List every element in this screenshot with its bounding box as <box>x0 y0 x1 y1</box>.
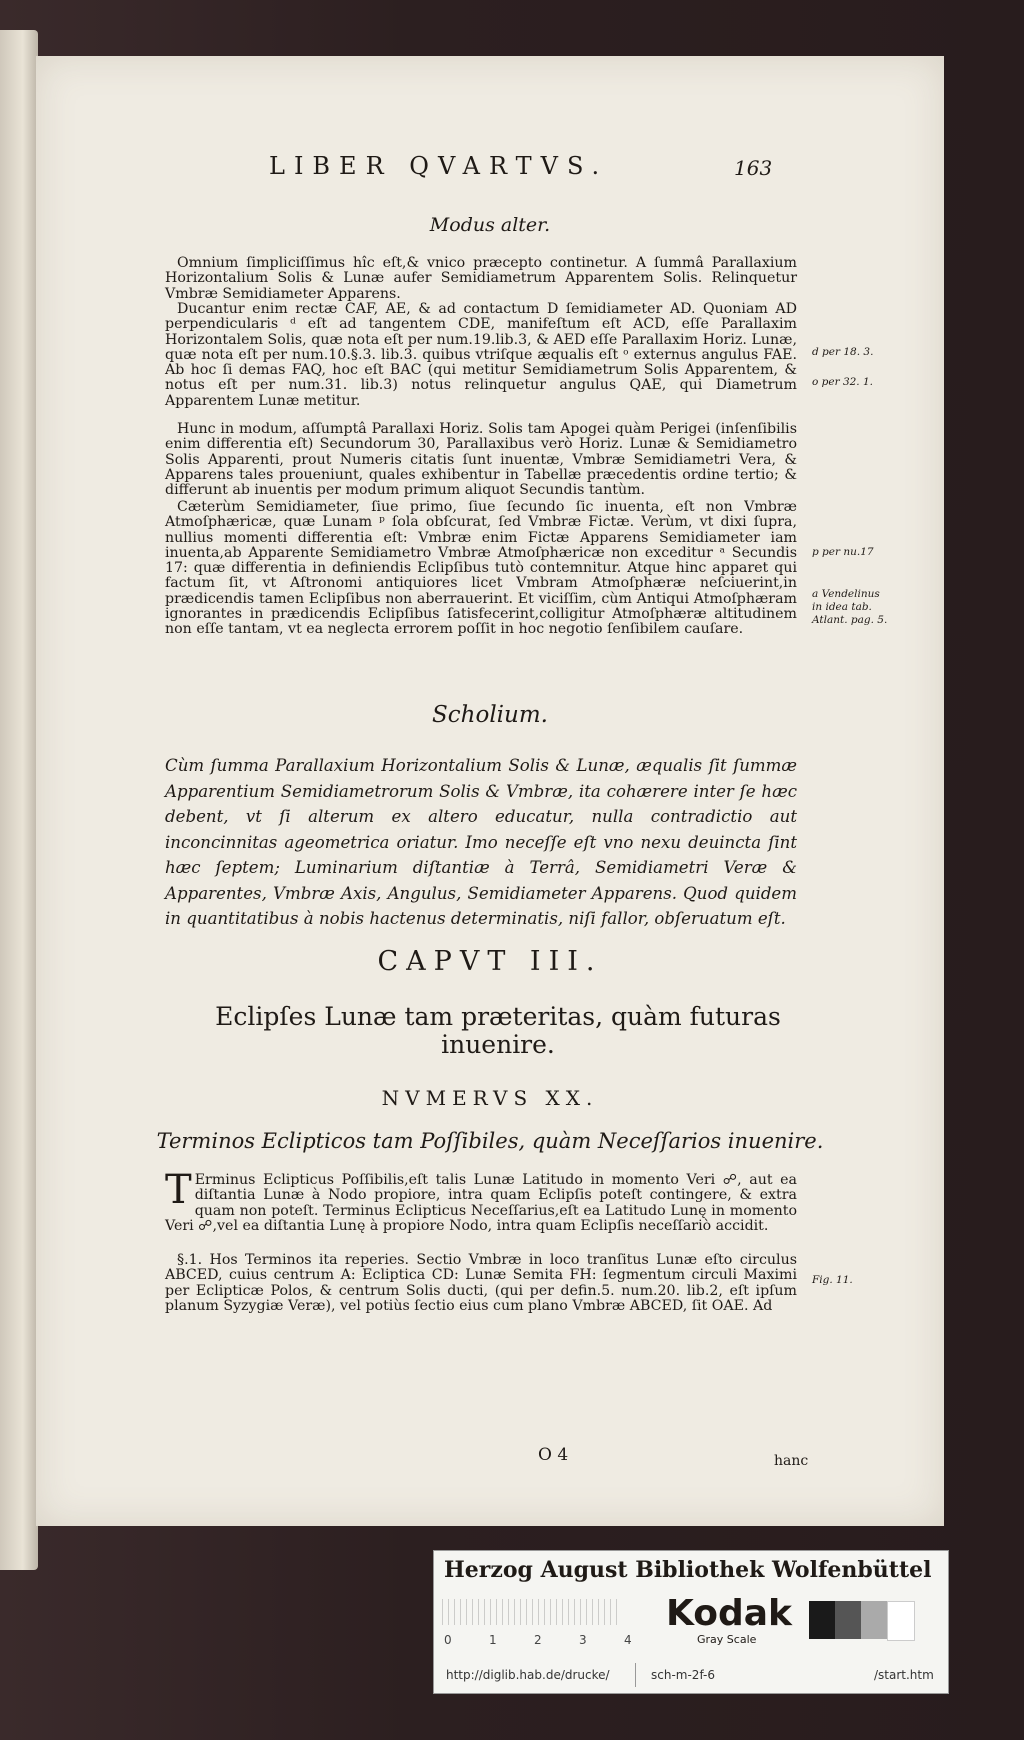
number-subtitle: Terminos Eclipticos tam Poſſibiles, quàm Neceſſarios inuenire. <box>156 1129 824 1153</box>
margin-note-p: p per nu.17 <box>812 546 874 558</box>
signature-mark: O 4 <box>538 1445 569 1465</box>
color-swatch <box>861 1601 887 1639</box>
library-name: Herzog August Bibliothek Wolfenbüttel <box>444 1557 932 1583</box>
left-page-edge <box>0 30 38 1570</box>
archive-label <box>433 1550 949 1694</box>
initial-letter: T <box>165 1167 192 1213</box>
shelfmark: sch-m-2f-6 <box>651 1668 715 1682</box>
paragraph <box>165 422 797 498</box>
scale-number: 2 <box>534 1633 542 1647</box>
catchword: hanc <box>774 1453 809 1469</box>
kodak-logo: Kodak <box>666 1593 792 1634</box>
paragraph <box>165 256 797 302</box>
gray-scale-label: Gray Scale <box>697 1633 757 1646</box>
color-swatch <box>835 1601 861 1639</box>
margin-note-o: o per 32. 1. <box>812 376 874 388</box>
page-number: 163 <box>734 156 773 180</box>
section-heading: Modus alter. <box>429 214 551 236</box>
paragraph-3: Hunc in modum, aſſumptâ Parallaxi Horiz. Solis tam Apogei quàm Perigei (inſenſibilis enim differentia eſt) Secundorum 30, Parallaxibus verò Horiz. Lunæ & Semidiametro Solis Apparenti, prout Numeris citatis ſunt inuentæ, Vmbræ Semidiametri Vera, & Apparens tales proueniunt, quales exhibentur in Tabellæ præcedentis ordine tertio; & differunt ab inuentis per modum primum aliquot Secundis tantùm. <box>165 421 797 499</box>
figure-note: Fig. 11. <box>812 1274 853 1286</box>
scale-number: 3 <box>579 1633 587 1647</box>
paragraph <box>165 302 797 409</box>
chapter-heading: CAPVT III. <box>377 946 603 977</box>
ruler-scale <box>442 1599 622 1625</box>
divider <box>635 1663 636 1687</box>
scale-number: 1 <box>489 1633 497 1647</box>
book-page <box>36 56 944 1526</box>
margin-note-d: d per 18. 3. <box>812 346 874 358</box>
color-swatch <box>809 1601 835 1639</box>
paragraph-1: Omnium ſimpliciſſimus hîc eſt,& vnico præcepto continetur. A ſummâ Parallaxium Horizontalium Solis & Lunæ aufer Semidiametrum Apparentem Solis. Relinquetur Vmbræ Semidiameter Apparens. <box>165 255 797 302</box>
paragraph-5-text: Erminus Eclipticus Poſſibilis,eſt talis Lunæ Latitudo in momento Veri ☍, aut ea diſtantia Lunæ à Nodo propiore, intra quam Eclipſis poteſt contingere, & extra quam non poteſt. Terminus Eclipticus Neceſſarius,eſt ea Latitudo Lunę in momento Veri ☍,vel ea diſtantia Lunę à propiore Nodo, intra quam Eclipſis neceſſariò accidit. <box>165 1172 797 1234</box>
scholium-text: Cùm ſumma Parallaxium Horizontalium Solis & Lunæ, æqualis ſit ſummæ Apparentium Semidiametrorum Solis & Vmbræ, ita cohærere inter ſe hæc debent, vt ſi alterum ex altero educatur, nulla contradictio aut inconcinnitas ageometrica oriatur. Imo neceſſe eſt vno nexu deuincta ſint hæc ſeptem; Luminarium diſtantiæ à Terrâ, Semidiametri Veræ & Apparentes, Vmbræ Axis, Angulus, Semidiameter Apparens. Quod quidem in quantitatibus à nobis hactenus determinatis, niſi fallor, obſeruatum eſt. <box>165 756 797 928</box>
paragraph-4: Cæterùm Semidiameter, ſiue primo, ſiue ſecundo ſic inuenta, eſt non Vmbræ Atmoſphæricæ, quæ Lunam ᵖ ſola obſcurat, ſed Vmbræ Fictæ. Verùm, vt dixi ſupra, nullius momenti differentia eſt: Vmbræ enim Fictæ Apparens Semidiameter iam inuenta,ab Apparente Semidiametro Vmbræ Atmoſphæricæ non exceditur ᵃ Secundis 17: quæ differentia in definiendis Eclipſibus tutò contemnitur. Atque hinc apparet qui factum ſit, vt Aſtronomi antiquiores licet Vmbram Atmoſphæræ neſciuerint,in prædicendis tamen Eclipſibus non aberrauerint. Et viciſſim, cùm Antiqui Atmoſphæram ignorantes in prædicendis Eclipſibus ſatisfecerint,colligitur Atmoſphæræ altitudinem non eſſe tantam, vt ea neglecta errorem poſſit in hoc negotio ſenſibilem cauſare. <box>165 499 797 638</box>
scale-number: 0 <box>444 1633 452 1647</box>
paragraph <box>165 500 797 638</box>
color-swatch <box>887 1601 915 1641</box>
scholium-heading: Scholium. <box>432 702 548 728</box>
paragraph-6: §.1. Hos Terminos ita reperies. Sectio Vmbræ in loco tranſitus Lunæ eſto circulus ABCED, cuius centrum A: Ecliptica CD: Lunæ Semita FH: ſegmentum circuli Maximi per Eclipticæ Polos, & centrum Solis ducti, (qui per defin.5. num.20. lib.2, eſt ipſum planum Syzygiæ Veræ), vel potiùs ſectio eius cum plano Vmbræ ABCED, ſit OAE. Ad <box>165 1252 797 1314</box>
paragraph <box>165 1167 797 1234</box>
paragraph <box>165 1253 797 1314</box>
scale-number: 4 <box>624 1633 632 1647</box>
archive-url: http://diglib.hab.de/drucke/ <box>446 1668 610 1682</box>
number-heading: NVMERVS XX. <box>381 1086 599 1110</box>
start-link: /start.htm <box>874 1668 934 1682</box>
running-head: LIBER QVARTVS. <box>269 152 609 180</box>
margin-note-a: a Vendelinus in idea tab. Atlant. pag. 5. <box>812 588 888 626</box>
paragraph-2: Ducantur enim rectæ CAF, AE, & ad contactum D ſemidiameter AD. Quoniam AD perpendicularis ᵈ eſt ad tangentem CDE, manifeſtum eſt ACD, eſſe Parallaxim Horizontalem Solis, quæ nota eſt per num.19.lib.3, & AED eſſe Parallaxim Horiz. Lunæ, quæ nota eſt per num.10.§.3. lib.3. quibus vtriſque æqualis eſt ᵒ externus angulus FAE. Ab hoc ſi demas FAQ, hoc eſt BAC (qui metitur Semidiametrum Solis Apparentem, & notus eſt per num.31. lib.3) notus relinquetur angulus QAE, qui Diametrum Apparentem Lunæ metitur. <box>165 301 797 409</box>
chapter-title: Eclipſes Lunæ tam præteritas, quàm futuras inuenire. <box>215 1002 781 1059</box>
paragraph-5 <box>165 1167 797 1234</box>
